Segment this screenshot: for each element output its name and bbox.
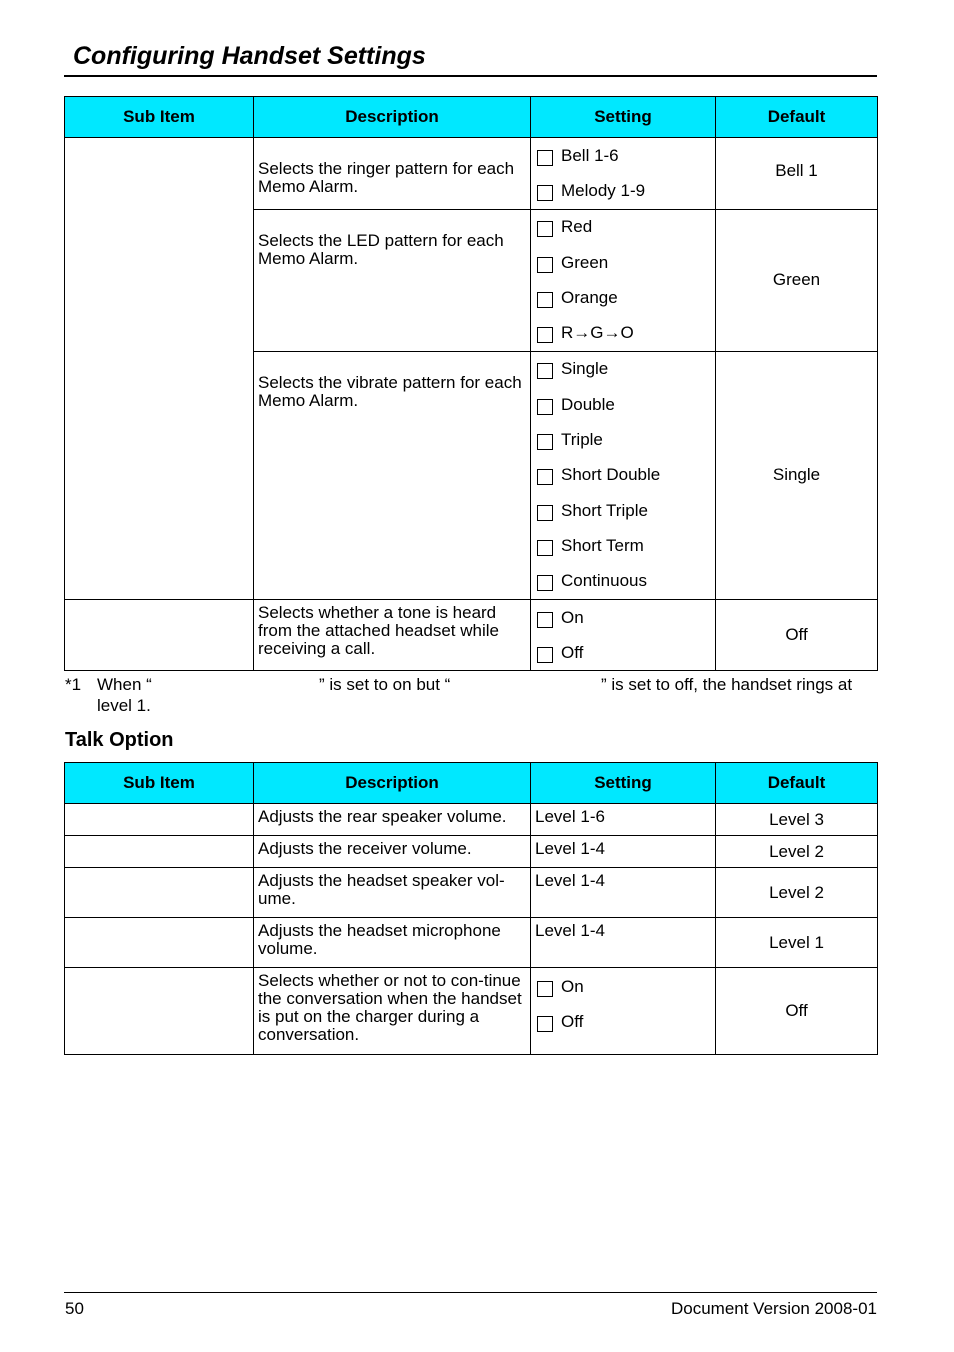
description-cell: Adjusts the headset microphone volume. <box>254 918 531 968</box>
table-header-row <box>65 97 878 138</box>
default-cell: Level 2 <box>716 836 878 868</box>
checkbox-icon <box>537 575 553 591</box>
default-cell: Off <box>716 968 878 1055</box>
default-cell: Bell 1 <box>716 138 878 210</box>
option-item: On <box>537 600 715 635</box>
description-cell: Selects the vibrate pattern for each Memo Alarm. <box>254 351 531 599</box>
default-cell: Off <box>716 599 878 671</box>
document-version: Document Version 2008-01 <box>670 1299 877 1318</box>
column-header-setting: Setting <box>531 763 716 804</box>
table-row <box>65 836 878 868</box>
option-item: Short Triple <box>537 493 715 528</box>
page-title: Configuring Handset Settings <box>73 42 426 70</box>
description-cell: Selects whether or not to con-tinue the conversation when the handset is put on the charger during a conversation. <box>254 968 531 1055</box>
option-item: Single <box>537 352 715 387</box>
description-cell: Adjusts the receiver volume. <box>254 836 531 868</box>
footnote-text-part2: ” is set to on but “ <box>319 675 451 694</box>
description-cell: Selects whether a tone is heard from the attached headset while receiving a call. <box>254 599 531 671</box>
sub-item-cell <box>65 836 254 868</box>
description-cell: Selects the ringer pattern for each Memo Alarm. <box>254 138 531 210</box>
footnote-text-part3: ” is set to off, the handset rings at <box>601 675 853 694</box>
table-row <box>65 918 878 968</box>
settings-table-memo-alarm <box>64 96 878 671</box>
sub-item-cell <box>65 804 254 836</box>
checkbox-icon <box>537 150 553 166</box>
checkbox-icon <box>537 647 553 663</box>
table-row <box>65 968 878 1055</box>
sub-item-cell <box>65 599 254 671</box>
setting-cell <box>531 351 716 599</box>
description-cell: Selects the LED pattern for each Memo Alarm. <box>254 209 531 351</box>
setting-cell <box>531 968 716 1055</box>
checkbox-icon <box>537 981 553 997</box>
default-cell: Green <box>716 209 878 351</box>
option-item: Green <box>537 245 715 280</box>
checkbox-icon <box>537 434 553 450</box>
sub-item-cell <box>65 138 254 600</box>
checkbox-icon <box>537 292 553 308</box>
default-cell: Level 3 <box>716 804 878 836</box>
checkbox-icon <box>537 1016 553 1032</box>
sub-item-cell <box>65 918 254 968</box>
option-item: On <box>537 969 715 1004</box>
sub-item-cell <box>65 868 254 918</box>
settings-table-talk-option <box>64 762 878 1055</box>
column-header-setting: Setting <box>531 97 716 138</box>
setting-cell: Level 1-4 <box>531 836 716 868</box>
default-cell: Level 1 <box>716 918 878 968</box>
checkbox-icon <box>537 505 553 521</box>
setting-cell: Level 1-4 <box>531 868 716 918</box>
checkbox-icon <box>537 540 553 556</box>
option-item: Off <box>537 1004 715 1039</box>
page-number: 50 <box>65 1299 84 1318</box>
checkbox-icon <box>537 185 553 201</box>
column-header-description: Description <box>254 763 531 804</box>
option-item: Triple <box>537 422 715 457</box>
setting-cell: Level 1-6 <box>531 804 716 836</box>
option-item: Melody 1-9 <box>537 173 715 208</box>
column-header-sub-item: Sub Item <box>65 763 254 804</box>
description-cell: Adjusts the rear speaker volume. <box>254 804 531 836</box>
column-header-sub-item: Sub Item <box>65 97 254 138</box>
footnote-text-line2: level 1. <box>97 696 151 715</box>
checkbox-icon <box>537 363 553 379</box>
table-header-row <box>65 763 878 804</box>
section-heading: Talk Option <box>65 729 174 751</box>
table-row <box>65 804 878 836</box>
table-row <box>65 599 878 671</box>
sub-item-cell <box>65 968 254 1055</box>
setting-cell <box>531 599 716 671</box>
default-cell: Single <box>716 351 878 599</box>
setting-cell <box>531 138 716 210</box>
option-item: Orange <box>537 280 715 315</box>
default-cell: Level 2 <box>716 868 878 918</box>
checkbox-icon <box>537 327 553 343</box>
table-row <box>65 868 878 918</box>
footnote-mark: *1 <box>65 675 82 694</box>
checkbox-icon <box>537 612 553 628</box>
option-item: Continuous <box>537 564 715 599</box>
column-header-default: Default <box>716 97 878 138</box>
checkbox-icon <box>537 469 553 485</box>
setting-cell <box>531 209 716 351</box>
option-item: Short Term <box>537 528 715 563</box>
checkbox-icon <box>537 221 553 237</box>
column-header-default: Default <box>716 763 878 804</box>
option-item: Bell 1-6 <box>537 138 715 173</box>
option-item: R→G→O <box>537 315 715 350</box>
table-row <box>65 138 878 210</box>
column-header-description: Description <box>254 97 531 138</box>
checkbox-icon <box>537 399 553 415</box>
option-item: Off <box>537 635 715 670</box>
title-rule <box>64 75 877 77</box>
option-item: Red <box>537 210 715 245</box>
option-item: Short Double <box>537 458 715 493</box>
setting-cell: Level 1-4 <box>531 918 716 968</box>
footnote-text-part1: When “ <box>97 675 152 694</box>
checkbox-icon <box>537 257 553 273</box>
footer-rule <box>64 1292 877 1293</box>
option-item: Double <box>537 387 715 422</box>
description-cell: Adjusts the headset speaker vol-ume. <box>254 868 531 918</box>
